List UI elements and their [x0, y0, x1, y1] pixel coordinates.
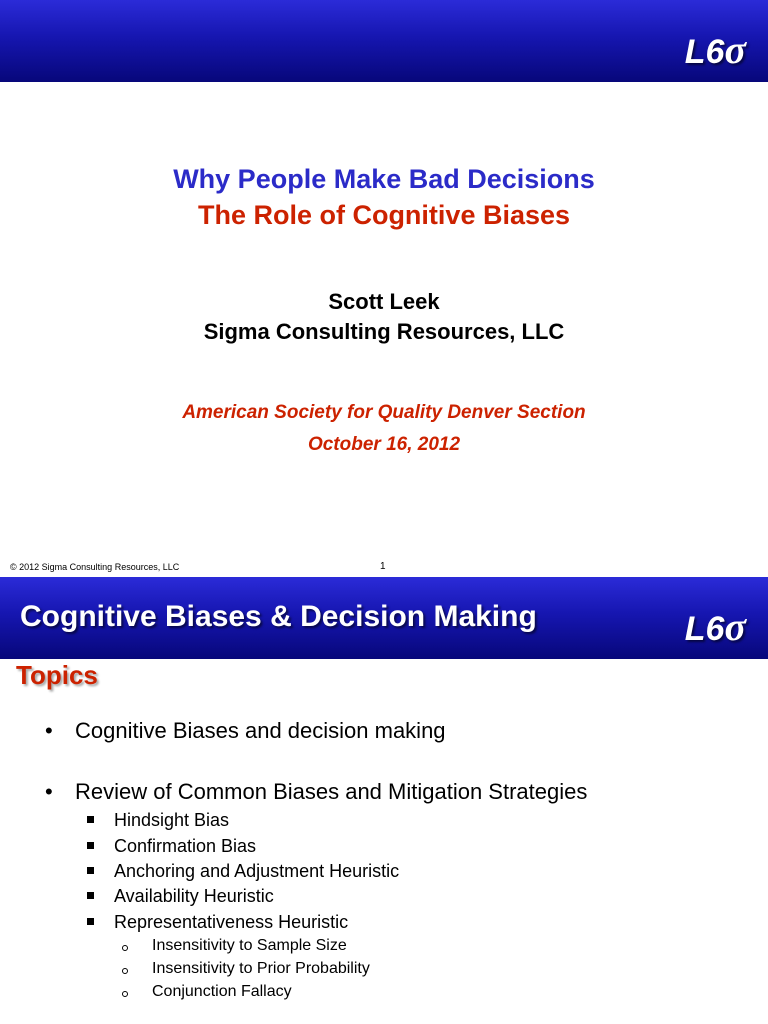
sub-sub-bullet-text: Conjunction Fallacy	[152, 983, 292, 1000]
page-number: 1	[380, 561, 386, 572]
sub-bullet-text: Confirmation Bias	[114, 836, 257, 856]
sub-bullet-text: Anchoring and Adjustment Heuristic	[114, 861, 400, 881]
l6sigma-logo	[685, 26, 746, 73]
sub-sub-bullet-text: Insensitivity to Sample Size	[152, 937, 347, 954]
copyright-notice: © 2012 Sigma Consulting Resources, LLC	[10, 562, 180, 572]
event-date: October 16, 2012	[307, 434, 461, 455]
square-bullet-icon	[87, 918, 94, 925]
square-bullet-icon	[87, 842, 94, 849]
slide1-header-bar	[0, 0, 768, 82]
bullet-text: Review of Common Biases and Mitigation Strategies	[75, 779, 588, 804]
event-name: American Society for Quality Denver Section	[182, 402, 586, 423]
topics-heading: Topics	[16, 660, 98, 690]
square-bullet-icon	[87, 867, 94, 874]
circle-bullet-icon	[122, 991, 128, 997]
sub-bullet-text: Representativeness Heuristic	[114, 912, 349, 932]
bullet-text: Cognitive Biases and decision making	[75, 718, 446, 743]
bullet-dot-icon: •	[45, 779, 53, 804]
sub-bullet-text: Availability Heuristic	[114, 886, 274, 906]
author-organization: Sigma Consulting Resources, LLC	[203, 319, 565, 344]
logo-text: L6	[684, 33, 725, 71]
bullet-dot-icon: •	[45, 718, 53, 743]
sub-bullet-text: Hindsight Bias	[114, 810, 230, 830]
presentation-subtitle: The Role of Cognitive Biases	[197, 200, 571, 230]
logo-text-2: L6	[684, 610, 725, 648]
circle-bullet-icon	[122, 968, 128, 974]
sub-sub-bullet-text: Insensitivity to Prior Probability	[152, 960, 370, 977]
l6sigma-logo-2	[685, 603, 746, 650]
sigma-icon: σ	[724, 27, 746, 72]
square-bullet-icon	[87, 816, 94, 823]
square-bullet-icon	[87, 892, 94, 899]
slide2-title: Cognitive Biases & Decision Making	[20, 600, 537, 633]
sigma-icon-2: σ	[724, 604, 746, 649]
author-name: Scott Leek	[328, 289, 440, 314]
presentation-title: Why People Make Bad Decisions	[173, 164, 595, 194]
circle-bullet-icon	[122, 945, 128, 951]
